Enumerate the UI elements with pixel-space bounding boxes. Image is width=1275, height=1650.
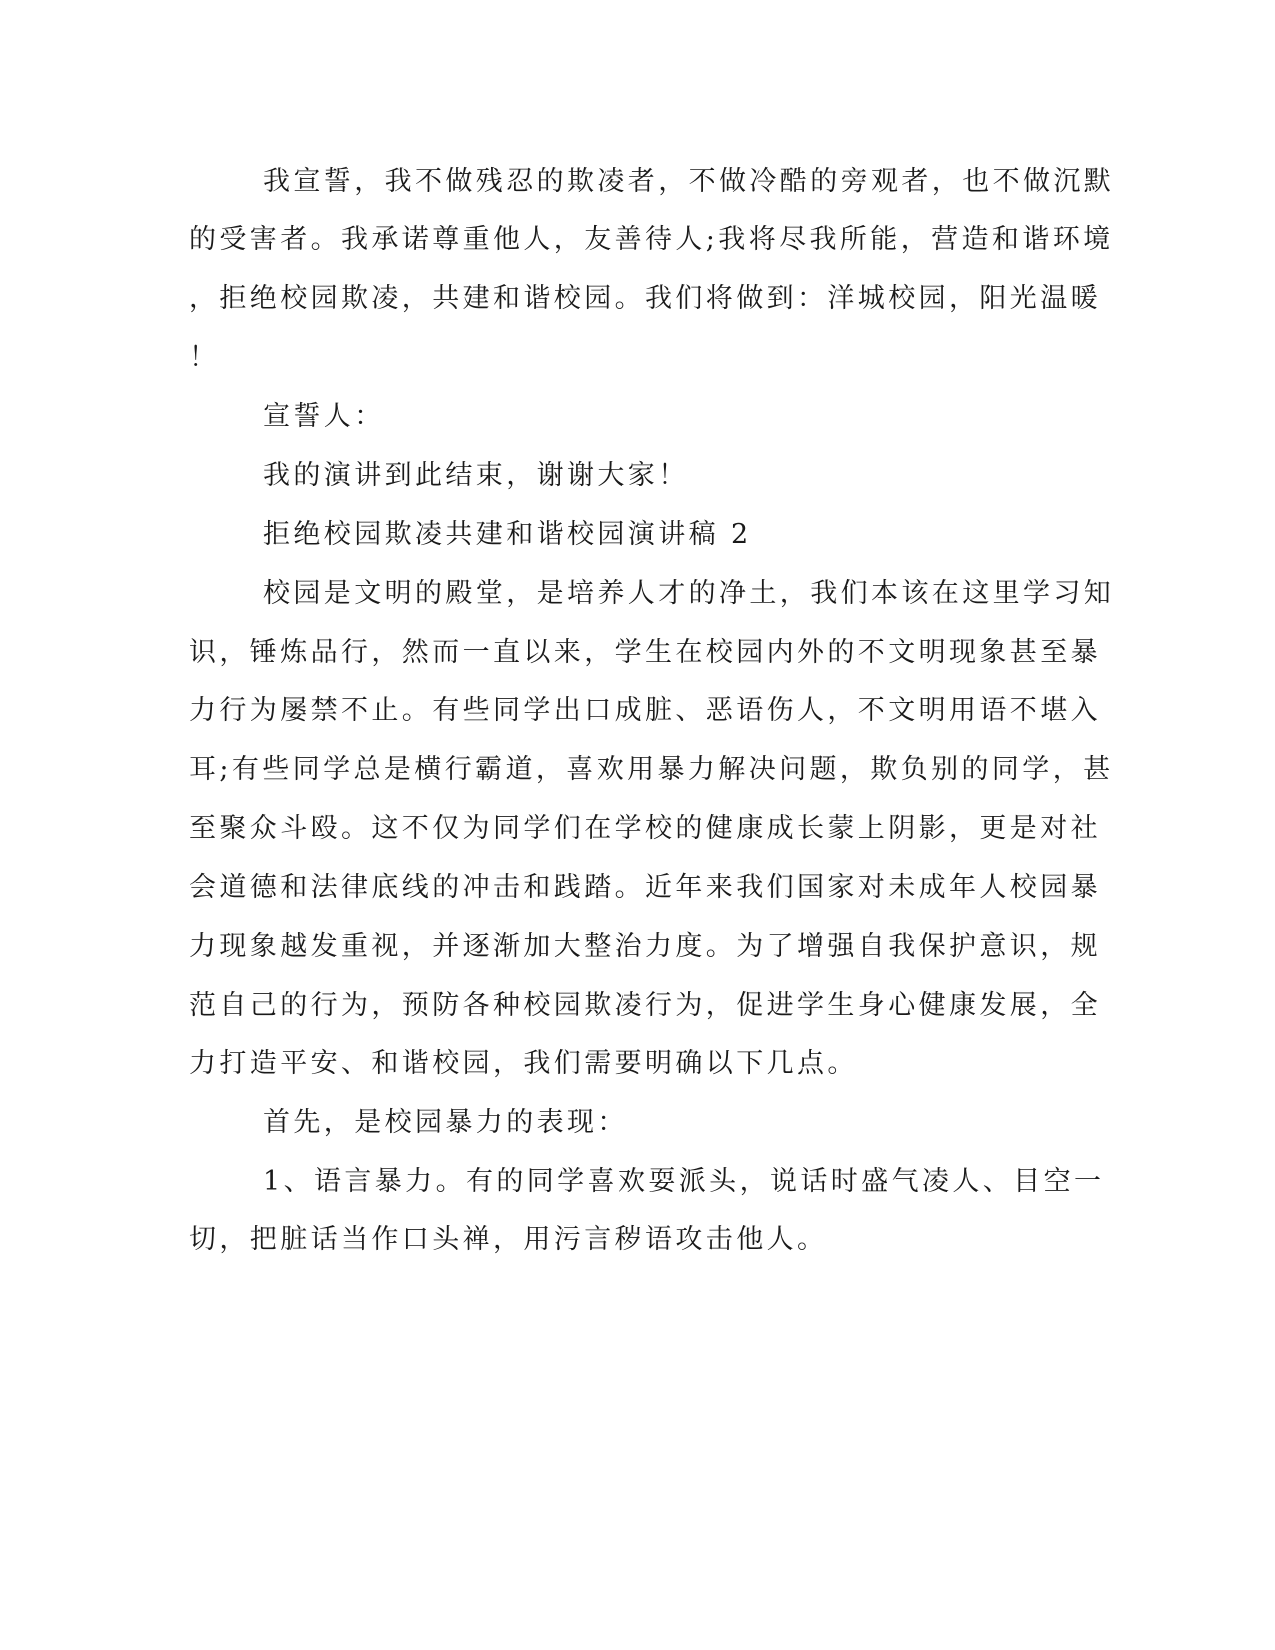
section-heading: 拒绝校园欺凌共建和谐校园演讲稿 2 — [263, 519, 752, 550]
text-line: 切，把脏话当作口头禅，用污言秽语攻击他人。 — [189, 1224, 828, 1255]
text-line: 的受害者。我承诺尊重他人，友善待人;我将尽我所能，营造和谐环境 — [189, 224, 1114, 255]
text-line: 范自己的行为，预防各种校园欺凌行为，促进学生身心健康发展，全 — [189, 990, 1101, 1021]
text-line: 校园是文明的殿堂，是培养人才的净土，我们本该在这里学习知 — [263, 578, 1115, 609]
text-line: 会道德和法律底线的冲击和践踏。近年来我们国家对未成年人校园暴 — [189, 872, 1101, 903]
text-line: 宣誓人： — [263, 401, 385, 432]
text-line: 力行为屡禁不止。有些同学出口成脏、恶语伤人，不文明用语不堪入 — [189, 695, 1101, 726]
text-line: 我宣誓，我不做残忍的欺凌者，不做冷酷的旁观者，也不做沉默 — [263, 166, 1115, 197]
text-line: 识，锤炼品行，然而一直以来，学生在校园内外的不文明现象甚至暴 — [189, 637, 1101, 668]
text-line: ！ — [189, 342, 220, 373]
text-line: 耳;有些同学总是横行霸道，喜欢用暴力解决问题，欺负别的同学，甚 — [189, 754, 1114, 785]
text-line: 力打造平安、和谐校园，我们需要明确以下几点。 — [189, 1048, 858, 1079]
text-line: 1、语言暴力。有的同学喜欢耍派头，说话时盛气凌人、目空一 — [263, 1166, 1105, 1197]
text-line: 首先，是校园暴力的表现： — [263, 1107, 628, 1138]
text-line: 我的演讲到此结束，谢谢大家！ — [263, 460, 689, 491]
text-line: ，拒绝校园欺凌，共建和谐校园。我们将做到：洋城校园，阳光温暖 — [189, 283, 1101, 314]
text-line: 至聚众斗殴。这不仅为同学们在学校的健康成长蒙上阴影，更是对社 — [189, 813, 1101, 844]
text-line: 力现象越发重视，并逐渐加大整治力度。为了增强自我保护意识，规 — [189, 931, 1101, 962]
